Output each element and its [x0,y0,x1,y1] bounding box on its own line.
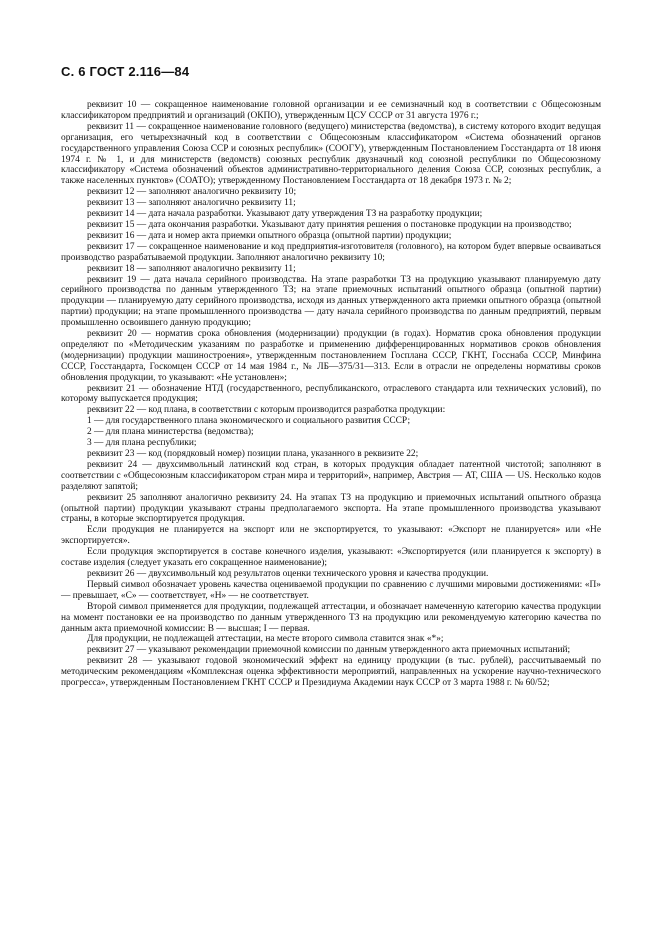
paragraph-first-symbol: Первый символ обозначает уровень качества оцениваемой продукции по сравнению с лучшими мировыми достижениями: «П» — превышает, «С» — соответствует, «Н» — не соответствует. [61,579,601,601]
paragraph-rekvizit-23: реквизит 23 — код (порядковый номер) позиции плана, указанного в реквизите 22; [87,449,419,459]
paragraph-rekvizit-26: реквизит 26 — двухсимвольный код результатов оценки технического уровня и качества продукции. [87,568,489,579]
paragraph-rekvizit-18: реквизит 18 — заполняют аналогично реквизиту 11; [87,263,296,274]
paragraph-rekvizit-12: реквизит 12 — заполняют аналогично реквизиту 10; [87,187,297,198]
paragraph-rekvizit-20: реквизит 20 — норматив срока обновления (модернизации) продукции (в годах). Норматив срока обновления продукции определяют по «Методическим указаниям по разработке и применению дифференцированных нормативов сроков обновления (модернизации) продукции машиностроения», утвержденным постановлением Госплана СССР, ГКНТ, Госснаба СССР, Минфина СССР, Госстандарта, Госкомцен СССР от 14 мая 1984 г., № ЛБ—375/31—313. Если в отрасли не определены нормативы сроков обновления продукции, то указывают: «Не установлен»; [61,329,601,383]
paragraph-no-attestation: Для продукции, не подлежащей аттестации, на месте второго символа ставится знак «*»; [87,634,444,645]
paragraph-second-symbol: Второй символ применяется для продукции, подлежащей аттестации, и обозначает намеченную категорию качества продукции на момент постановки ее на производство по данным утвержденного ТЗ на продукцию или рекомендуемую категорию качества по данным акта приемочной комиссии: В — высшая; I — первая. [61,601,601,634]
list-item-code-2: 2 — для плана министерства (ведомства); [87,427,254,438]
paragraph-rekvizit-24: реквизит 24 — двухсимвольный латинский код стран, в которых продукция обладает патентной чистотой; заполняют в соответствии с «Общесоюзным классификатором стран мира и территорий», например, Австрия — АТ, США — US. Несколько кодов разделяют запятой; [61,459,601,492]
list-item-code-1: 1 — для государственного плана экономического и социального развития СССР; [87,416,411,427]
paragraph-rekvizit-11: реквизит 11 — сокращенное наименование головного (ведущего) министерства (ведомства), в систему которого входит ведущая организация, его четырехзначный код в соответствии с Общесоюзным классификатором «Система обозначений органов государственного управления Союза ССР и союзных республик» (СООГУ), утвержденным Постановлением Госстандарта от 18 июня 1974 г. № 1, и для министерств (ведомств) союзных республик двузначный код союзной республики по Общесоюзному классификатору «Система обозначений объектов административно-территориального деления Союза ССР, союзных республик, а также населенных пунктов» (СОАТО); утвержденному Постановлением Госстандарта от 18 декабря 1973 г. № 2; [61,121,601,187]
document-body [61,100,601,689]
paragraph-export-in-product: Если продукция экспортируется в составе конечного изделия, указывают: «Экспортируется (или планируется к экспорту) в составе изделия (следует указать его сокращенное наименование); [61,547,601,569]
paragraph-rekvizit-16: реквизит 16 — дата и номер акта приемки опытного образца (опытной партии) продукции; [87,230,452,241]
paragraph-rekvizit-10: реквизит 10 — сокращенное наименование головной организации и ее семизначный код в соответствии с Общесоюзным классификатором предприятий и организаций (ОКПО), утвержденным ЦСУ СССР от 31 августа 1976 г.; [61,100,601,121]
paragraph-rekvizit-28: реквизит 28 — указывают годовой экономический эффект на единицу продукции (в тыс. рублей), рассчитываемый по методическим рекомендациям «Комплексная оценка эффективности мероприятий, направленных на ускорение научно-технического прогресса», утвержденным Постановлением ГКНТ СССР и Президиума Академии наук СССР от 3 марта 1988 г. № 60/52; [61,656,601,689]
paragraph-rekvizit-13: реквизит 13 — заполняют аналогично реквизиту 11; [87,198,296,209]
paragraph-rekvizit-19: реквизит 19 — дата начала серийного производства. На этапе разработки ТЗ на продукцию указывают планируемую дату серийного производства по данным утвержденного ТЗ; на этапе приемочных испытаний опытного образца (опытной партии) продукции — планируемую дату серийного производства, исходя из данных утвержденного акта приемки опытного образца (опытной партии) продукции; на этапе промышленного производства — дату начала серийного производства по данным предприятий, первым промышленно освоившего данную продукцию; [61,274,601,329]
paragraph-rekvizit-21: реквизит 21 — обозначение НТД (государственного, республиканского, отраслевого стандарта или технических условий), по которому выпускается продукция; [61,383,601,405]
paragraph-export-not-planned: Если продукция не планируется на экспорт или не экспортируется, то указывают: «Экспорт не планируется» или «Не экспортируется». [61,525,601,547]
paragraph-rekvizit-14: реквизит 14 — дата начала разработки. Указывают дату утверждения ТЗ на разработку продукции; [87,209,483,220]
paragraph-rekvizit-27: реквизит 27 — указывают рекомендации приемочной комиссии по данным утвержденного акта приемочных испытаний; [87,645,571,656]
list-item-code-3: 3 — для плана республики; [87,438,197,449]
page-header: С. 6 ГОСТ 2.116—84 [61,64,190,79]
paragraph-rekvizit-17: реквизит 17 — сокращенное наименование и код предприятия-изготовителя (головного), на котором будет впервые осваиваться производство разрабатываемой продукции. Заполняют аналогично реквизиту 10; [61,241,601,263]
paragraph-rekvizit-15: реквизит 15 — дата окончания разработки. Указывают дату принятия решения о постановке продукции на производство; [87,219,572,230]
paragraph-rekvizit-22: реквизит 22 — код плана, в соответствии с которым производится разработка продукции: [87,405,446,416]
paragraph-rekvizit-25: реквизит 25 заполняют аналогично реквизиту 24. На этапах ТЗ на продукцию и приемочных испытаний опытного образца (опытной партии) продукции указывают страны предполагаемого экспорта. На этапе промышленного производства указывают страны, в которые экспортируется продукция. [61,492,601,525]
